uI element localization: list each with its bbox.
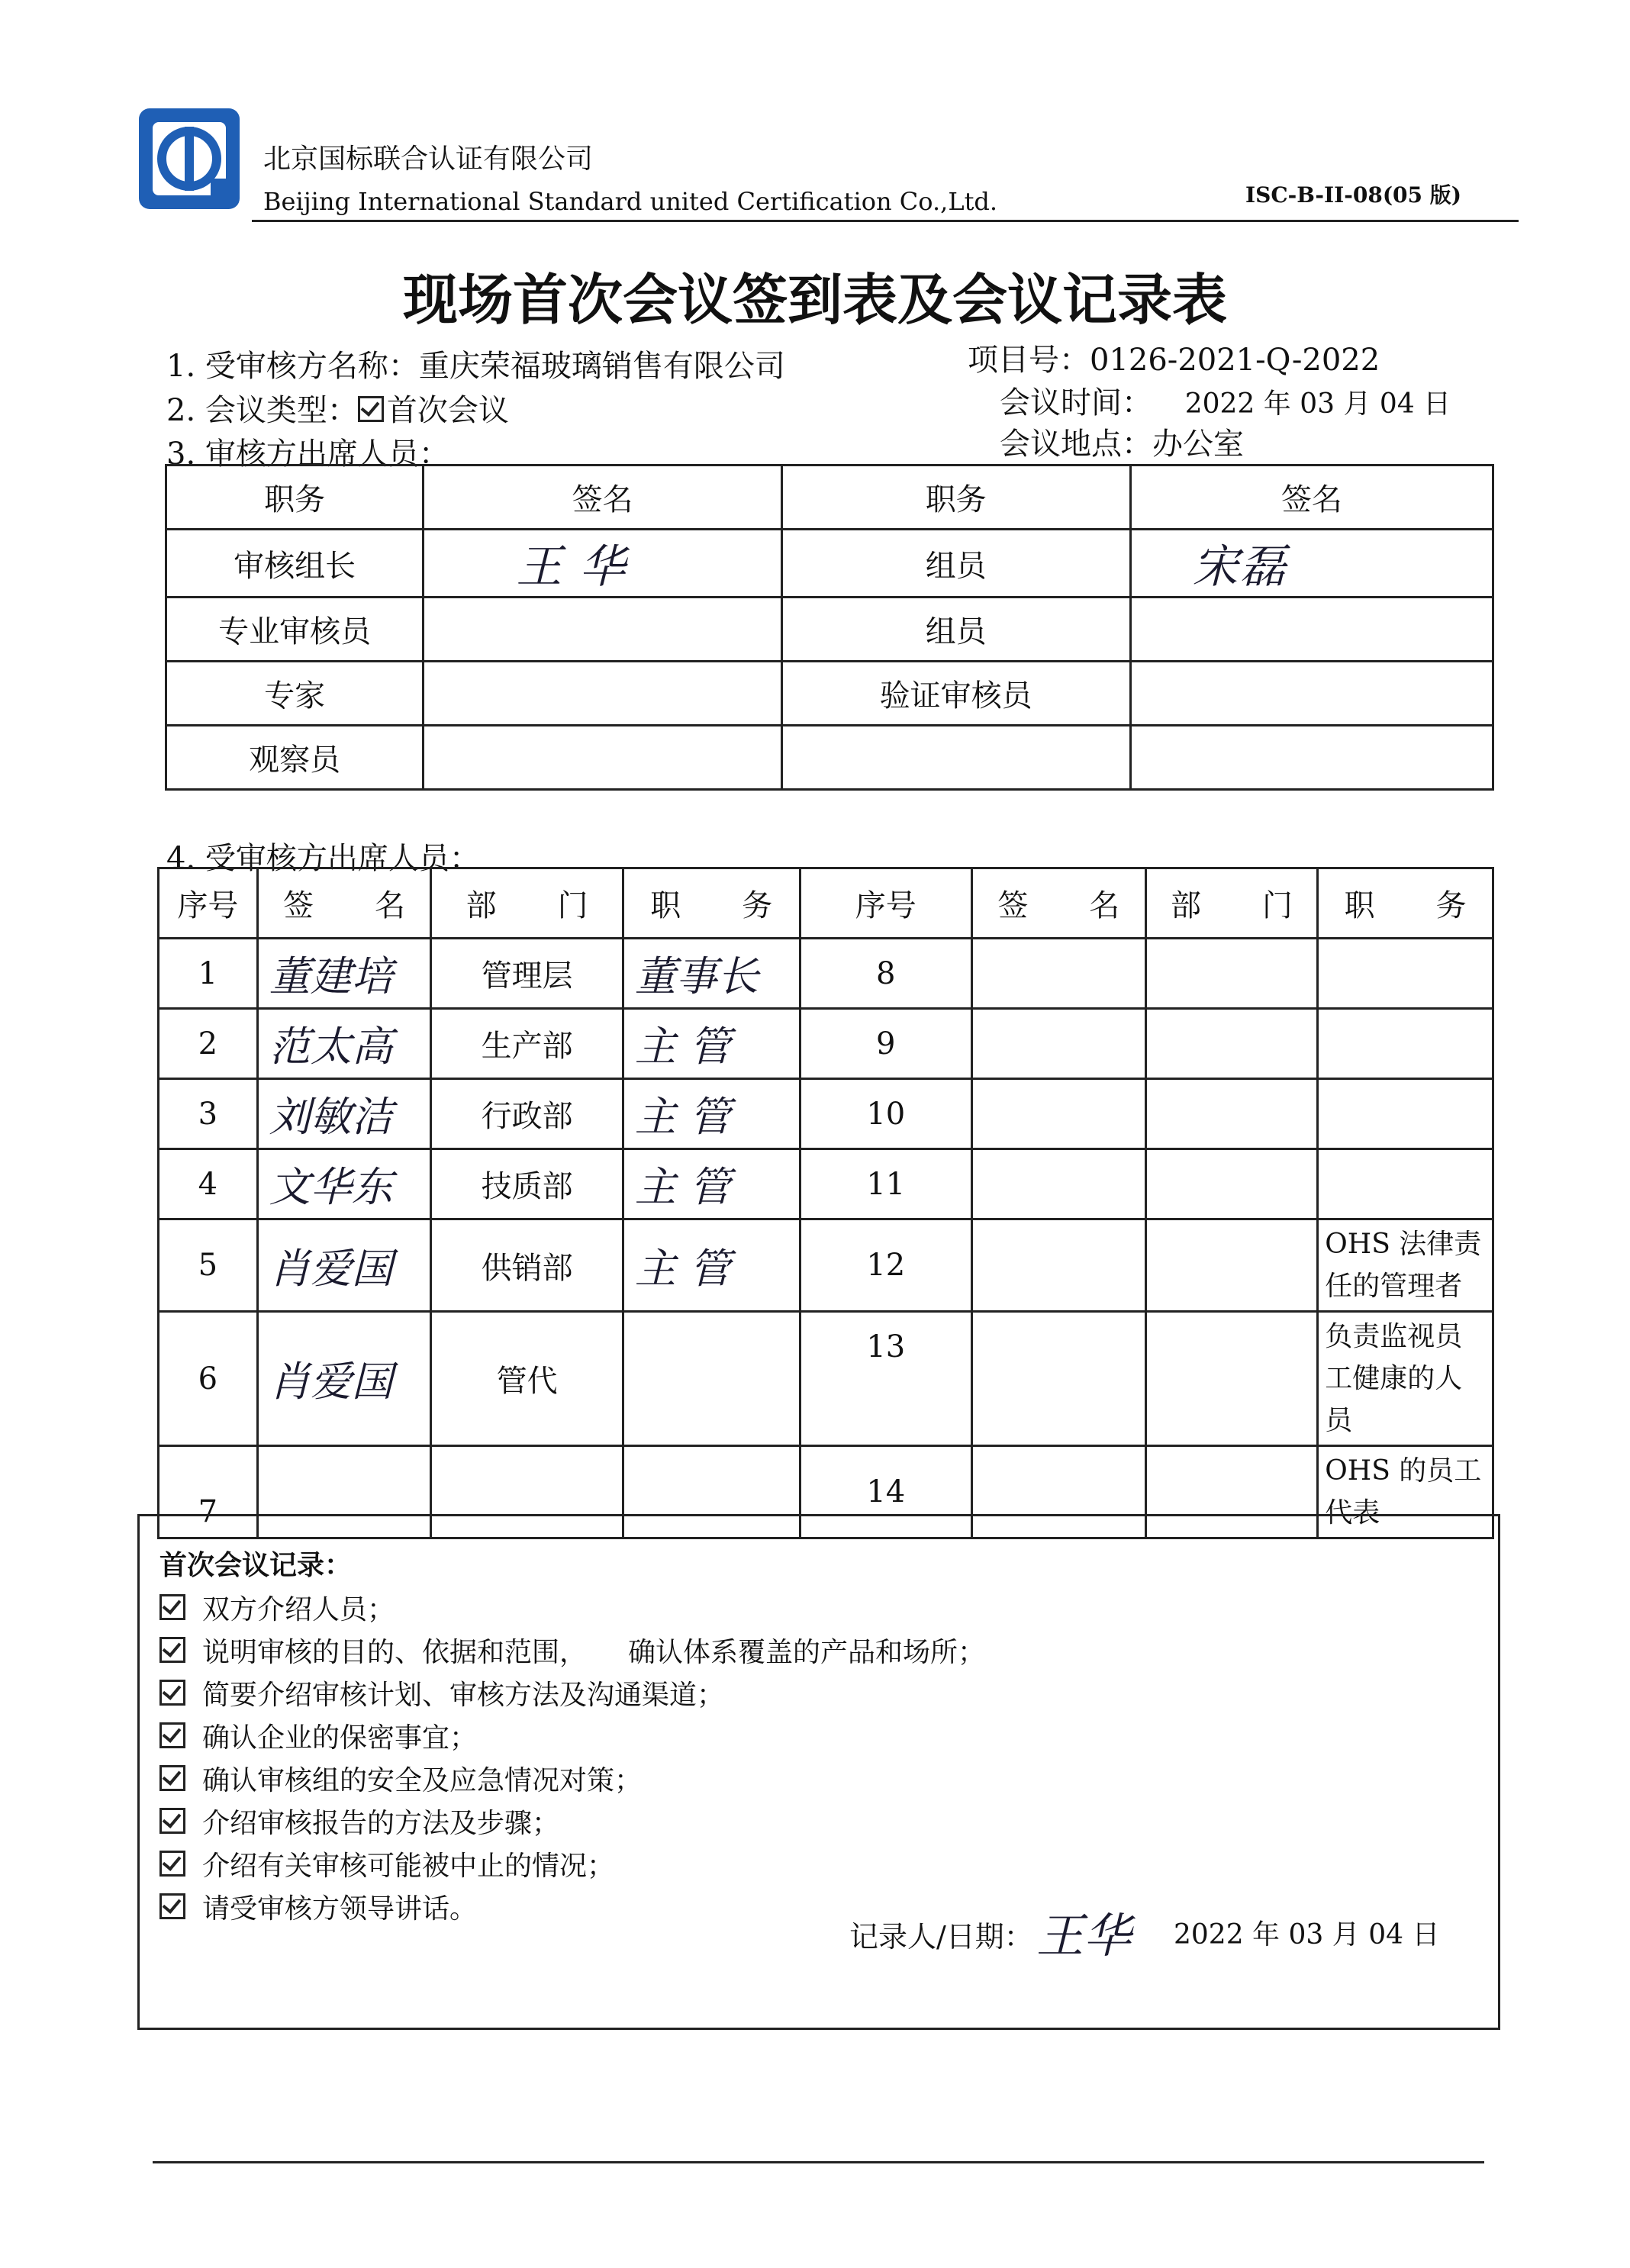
record-item xyxy=(159,1631,985,1670)
project-label: 项目号： xyxy=(968,343,1090,378)
signature-cell xyxy=(971,1009,1145,1079)
table-header: 签名 xyxy=(1130,466,1493,530)
document-code: ISC-B-II-08(05 版) xyxy=(1245,182,1462,208)
signature-cell: 肖爱国 xyxy=(257,1312,431,1446)
position-cell xyxy=(1318,1149,1493,1219)
row-number: 2 xyxy=(159,1009,258,1079)
position-cell: OHS 的员工代表 xyxy=(1318,1446,1493,1538)
row-number: 4 xyxy=(159,1149,258,1219)
position-cell: 负责监视员工健康的人员 xyxy=(1318,1312,1493,1446)
position-cell: 主 管 xyxy=(623,1219,800,1312)
department-cell xyxy=(1145,1009,1318,1079)
table-row xyxy=(159,1312,1493,1446)
record-item-text: 介绍有关审核可能被中止的情况； xyxy=(202,1851,615,1882)
record-item xyxy=(159,1802,559,1841)
recorder-date: 2022 年 03 月 04 日 xyxy=(1174,1919,1440,1951)
position-cell: 主 管 xyxy=(623,1079,800,1149)
signature-cell: 范太高 xyxy=(257,1009,431,1079)
table-row xyxy=(166,662,1493,726)
meeting-record-box xyxy=(137,1514,1500,2030)
department-cell: 行政部 xyxy=(431,1079,623,1149)
role-cell xyxy=(781,726,1130,790)
row-number: 13 xyxy=(800,1312,971,1446)
row-number: 1 xyxy=(159,939,258,1009)
table-header: 职务 xyxy=(166,466,424,530)
row-number: 6 xyxy=(159,1312,258,1446)
record-item-text: 介绍审核报告的方法及步骤； xyxy=(202,1808,560,1839)
row-number: 10 xyxy=(800,1079,971,1149)
department-cell: 供销部 xyxy=(431,1219,623,1312)
footer-rule xyxy=(153,2161,1484,2163)
signature-cell: 董建培 xyxy=(257,939,431,1009)
meeting-time-line xyxy=(1000,379,1451,422)
signature-cell xyxy=(424,598,781,662)
meeting-place-label: 会议地点： xyxy=(1000,427,1152,462)
checked-box-icon xyxy=(159,1765,185,1791)
department-cell xyxy=(1145,1079,1318,1149)
auditee-attendance-table xyxy=(157,867,1494,1539)
meeting-place-line xyxy=(1000,420,1244,463)
record-item xyxy=(159,1844,614,1883)
role-cell: 观察员 xyxy=(166,726,424,790)
checked-box-icon xyxy=(159,1808,185,1834)
signature-cell: 王 华 xyxy=(424,530,781,598)
position-cell: 董事长 xyxy=(623,939,800,1009)
record-title: 首次会议记录： xyxy=(159,1549,353,1581)
record-item xyxy=(159,1588,395,1627)
company-name-cn: 北京国标联合认证有限公司 xyxy=(263,143,594,175)
signature-cell xyxy=(971,1149,1145,1219)
signature-cell: 文华东 xyxy=(257,1149,431,1219)
checked-box-icon xyxy=(159,1637,185,1663)
meeting-type-label: 2. 会议类型： xyxy=(166,393,358,428)
meeting-place-value: 办公室 xyxy=(1152,427,1244,462)
project-line xyxy=(968,336,1380,379)
department-cell: 管理层 xyxy=(431,939,623,1009)
table-row xyxy=(166,530,1493,598)
checked-box-icon xyxy=(159,1722,185,1748)
auditee-name: 重庆荣福玻璃销售有限公司 xyxy=(418,349,785,384)
table-header: 部 门 xyxy=(1145,868,1318,939)
table-row xyxy=(166,726,1493,790)
checked-box-icon xyxy=(159,1893,185,1919)
position-cell: 主 管 xyxy=(623,1009,800,1079)
table-row xyxy=(159,1079,1493,1149)
signature-cell xyxy=(971,1219,1145,1312)
meeting-time-value: 2022 年 03 月 04 日 xyxy=(1184,388,1451,420)
signature-cell: 肖爱国 xyxy=(257,1219,431,1312)
role-cell: 组员 xyxy=(781,598,1130,662)
meeting-time-label: 会议时间： xyxy=(1000,385,1152,420)
department-cell xyxy=(1145,1149,1318,1219)
auditor-attendance-table xyxy=(165,464,1494,791)
signature-cell xyxy=(971,939,1145,1009)
page-title: 现场首次会议签到表及会议记录表 xyxy=(402,268,1227,332)
department-cell: 生产部 xyxy=(431,1009,623,1079)
record-item xyxy=(159,1759,642,1798)
row-number: 11 xyxy=(800,1149,971,1219)
table-row xyxy=(159,1219,1493,1312)
record-item-text: 确认审核组的安全及应急情况对策； xyxy=(202,1765,643,1796)
role-cell: 专家 xyxy=(166,662,424,726)
row-number: 14 xyxy=(800,1446,971,1538)
record-item-text: 说明审核的目的、依据和范围， 确认体系覆盖的产品和场所； xyxy=(202,1637,986,1668)
position-cell: 主 管 xyxy=(623,1149,800,1219)
company-name-en: Beijing International Standard united Certification Co.,Ltd. xyxy=(263,187,998,216)
department-cell: 技质部 xyxy=(431,1149,623,1219)
department-cell: 管代 xyxy=(431,1312,623,1446)
signature-cell xyxy=(1130,662,1493,726)
auditee-line xyxy=(166,342,785,385)
recorder-signature: 王华 xyxy=(1036,1908,1132,1964)
checked-box-icon xyxy=(358,396,384,422)
table-row xyxy=(159,939,1493,1009)
auditee-label: 1. 受审核方名称： xyxy=(166,349,419,384)
record-item-text: 请受审核方领导讲话。 xyxy=(202,1893,478,1925)
position-cell xyxy=(1318,1009,1493,1079)
role-cell: 审核组长 xyxy=(166,530,424,598)
table-row xyxy=(159,1149,1493,1219)
table-header: 签名 xyxy=(424,466,781,530)
signature-cell: 刘敏洁 xyxy=(257,1079,431,1149)
meeting-type-value: 首次会议 xyxy=(386,393,509,428)
table-header: 部 门 xyxy=(431,868,623,939)
position-cell xyxy=(623,1312,800,1446)
checked-box-icon xyxy=(159,1594,185,1620)
table-header: 序号 xyxy=(800,868,971,939)
signature-cell xyxy=(424,726,781,790)
role-cell: 专业审核员 xyxy=(166,598,424,662)
department-cell xyxy=(1145,939,1318,1009)
record-item-text: 确认企业的保密事宜； xyxy=(202,1722,478,1754)
auditor-attendees-label: 3. 审核方出席人员： xyxy=(166,437,449,472)
project-number: 0126-2021-Q-2022 xyxy=(1090,343,1380,378)
signature-cell xyxy=(424,662,781,726)
record-item-text: 简要介绍审核计划、审核方法及沟通渠道； xyxy=(202,1680,725,1711)
department-cell xyxy=(1145,1312,1318,1446)
table-header: 职 务 xyxy=(1318,868,1493,939)
table-header: 职务 xyxy=(781,466,1130,530)
table-header: 签 名 xyxy=(257,868,431,939)
auditee-attendees-label: 4. 受审核方出席人员： xyxy=(166,841,480,876)
company-logo xyxy=(136,105,243,212)
recorder-label: 记录人/日期： xyxy=(849,1920,1033,1954)
signature-cell xyxy=(971,1312,1145,1446)
table-row xyxy=(159,1009,1493,1079)
signature-cell xyxy=(1130,726,1493,790)
role-cell: 验证审核员 xyxy=(781,662,1130,726)
row-number: 9 xyxy=(800,1009,971,1079)
table-header: 职 务 xyxy=(623,868,800,939)
record-item-text: 双方介绍人员； xyxy=(202,1594,395,1625)
row-number: 12 xyxy=(800,1219,971,1312)
table-header: 序号 xyxy=(159,868,258,939)
position-cell xyxy=(1318,939,1493,1009)
table-row xyxy=(166,598,1493,662)
row-number: 3 xyxy=(159,1079,258,1149)
role-cell: 组员 xyxy=(781,530,1130,598)
checked-box-icon xyxy=(159,1851,185,1877)
position-cell: OHS 法律责任的管理者 xyxy=(1318,1219,1493,1312)
record-item xyxy=(159,1674,724,1712)
position-cell xyxy=(1318,1079,1493,1149)
signature-cell: 宋磊 xyxy=(1130,530,1493,598)
record-item xyxy=(159,1716,477,1755)
row-number: 5 xyxy=(159,1219,258,1312)
department-cell xyxy=(1145,1219,1318,1312)
table-header: 签 名 xyxy=(971,868,1145,939)
row-number: 8 xyxy=(800,939,971,1009)
checked-box-icon xyxy=(159,1680,185,1706)
row-number: 7 xyxy=(159,1446,258,1538)
meeting-type-line xyxy=(166,386,509,430)
record-item xyxy=(159,1887,477,1926)
header-rule xyxy=(252,220,1519,222)
signature-cell xyxy=(1130,598,1493,662)
signature-cell xyxy=(971,1079,1145,1149)
